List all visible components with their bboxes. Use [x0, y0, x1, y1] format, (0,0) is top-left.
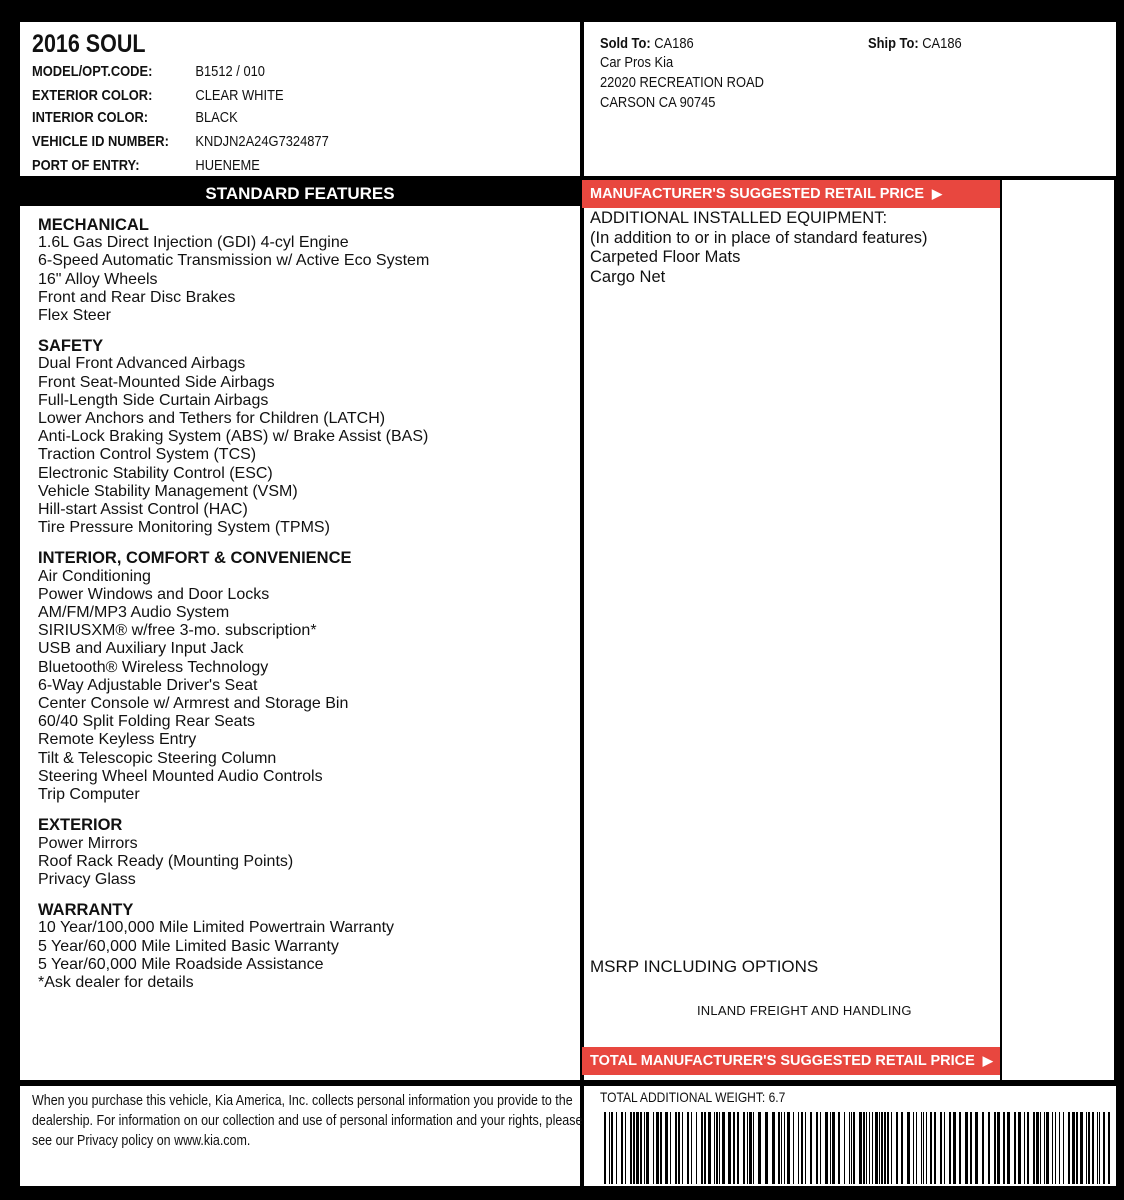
list-item: 1.6L Gas Direct Injection (GDI) 4-cyl Engine	[38, 234, 349, 252]
barcode-bar	[887, 1112, 889, 1184]
barcode-bar	[625, 1112, 626, 1184]
barcode-bar	[940, 1112, 942, 1184]
barcode-bar	[749, 1112, 752, 1184]
barcode-bar	[708, 1112, 711, 1184]
list-item: Electronic Stability Control (ESC)	[38, 464, 273, 482]
dealer-city: CARSON CA 90745	[600, 94, 716, 111]
list-item: Anti-Lock Braking System (ABS) w/ Brake Assist (BAS)	[38, 428, 429, 446]
barcode-bar	[1086, 1112, 1087, 1184]
list-item: 6-Speed Automatic Transmission w/ Active Eco System	[38, 252, 430, 270]
sold-to	[600, 34, 694, 54]
barcode-bar	[844, 1112, 845, 1184]
list-item: Power Mirrors	[38, 834, 138, 852]
barcode-bar	[1055, 1112, 1056, 1184]
barcode-bar	[778, 1112, 780, 1184]
barcode-bar	[758, 1112, 761, 1184]
barcode-bar	[793, 1112, 794, 1184]
barcode-bar	[1014, 1112, 1016, 1184]
barcode-bar	[801, 1112, 803, 1184]
barcode-bar	[916, 1112, 917, 1184]
spec-label: EXTERIOR COLOR:	[32, 87, 153, 104]
barcode-bar	[1103, 1112, 1105, 1184]
barcode-bar	[701, 1112, 703, 1184]
list-item: Front and Rear Disc Brakes	[38, 288, 236, 306]
list-item: Hill-start Assist Control (HAC)	[38, 501, 248, 519]
privacy-notice: When you purchase this vehicle, Kia America, Inc. collects personal information you provide to the dealership. For information on our collection and use of personal information and your rights, please see our Privacy policy on www.kia.com.	[32, 1093, 583, 1149]
barcode-bar	[853, 1112, 855, 1184]
list-item: Full-Length Side Curtain Airbags	[38, 391, 269, 409]
barcode-bar	[965, 1112, 968, 1184]
barcode-bar	[1088, 1112, 1090, 1184]
vehicle-title: 2016 SOUL	[32, 30, 146, 58]
barcode-bar	[784, 1112, 785, 1184]
msrp-heading-bar	[582, 180, 1000, 208]
barcode-bar	[719, 1112, 720, 1184]
list-item: Steering Wheel Mounted Audio Controls	[38, 767, 323, 785]
barcode-bar	[994, 1112, 996, 1184]
list-item: Lower Anchors and Tethers for Children (LATCH)	[38, 410, 386, 428]
spec-label: INTERIOR COLOR:	[32, 109, 149, 126]
barcode-bar	[772, 1112, 775, 1184]
barcode-bar	[704, 1112, 706, 1184]
list-item: Carpeted Floor Mats	[590, 248, 741, 266]
spec-label: MODEL/OPT.CODE:	[32, 63, 153, 80]
barcode-icon	[604, 1112, 1110, 1184]
barcode-bar	[805, 1112, 806, 1184]
barcode-bar	[1076, 1112, 1078, 1184]
equipment-title: ADDITIONAL INSTALLED EQUIPMENT:	[590, 209, 888, 227]
spec-value: B1512 / 010	[195, 63, 265, 80]
sold-to-label: Sold To:	[600, 35, 651, 52]
barcode-bar	[1007, 1112, 1010, 1184]
barcode-bar	[851, 1112, 852, 1184]
section-safety-title: SAFETY	[38, 337, 104, 356]
play-arrow-icon: ▶	[982, 1053, 993, 1068]
play-arrow-icon: ▶	[932, 186, 943, 201]
barcode-bar	[1097, 1112, 1098, 1184]
list-item: Remote Keyless Entry	[38, 731, 197, 749]
barcode-bar	[675, 1112, 677, 1184]
list-item: Dual Front Advanced Airbags	[38, 355, 246, 373]
spec-interior-color	[32, 109, 238, 126]
barcode-bar	[934, 1112, 936, 1184]
list-item: 10 Year/100,000 Mile Limited Powertrain Warranty	[38, 919, 395, 937]
barcode-bar	[896, 1112, 898, 1184]
barcode-bar	[849, 1112, 850, 1184]
barcode-bar	[787, 1112, 790, 1184]
right-edge-rule	[1114, 180, 1116, 1080]
barcode-bar	[1040, 1112, 1041, 1184]
barcode-bar	[670, 1112, 671, 1184]
total-additional-weight	[600, 1089, 785, 1105]
total-msrp-heading: TOTAL MANUFACTURER'S SUGGESTED RETAIL PRICE	[590, 1053, 975, 1069]
barcode-bar	[678, 1112, 680, 1184]
barcode-bar	[1044, 1112, 1045, 1184]
barcode-bar	[891, 1112, 892, 1184]
barcode-bar	[653, 1112, 654, 1184]
barcode-bar	[869, 1112, 870, 1184]
list-item: Tilt & Telescopic Steering Column	[38, 749, 277, 767]
spec-value: KNDJN2A24G7324877	[195, 133, 329, 150]
weight-label: TOTAL ADDITIONAL WEIGHT:	[600, 1089, 766, 1105]
barcode-bar	[907, 1112, 910, 1184]
barcode-bar	[901, 1112, 903, 1184]
barcode-bar	[660, 1112, 662, 1184]
list-item: Bluetooth® Wireless Technology	[38, 658, 269, 676]
equipment-note: (In addition to or in place of standard features)	[590, 228, 928, 247]
list-item: Traction Control System (TCS)	[38, 446, 257, 464]
barcode-bar	[687, 1112, 689, 1184]
barcode-bar	[747, 1112, 748, 1184]
barcode-bar	[1052, 1112, 1053, 1184]
barcode-bar	[872, 1112, 873, 1184]
list-item: Roof Rack Ready (Mounting Points)	[38, 852, 294, 870]
barcode-bar	[859, 1112, 862, 1184]
list-item: Flex Steer	[38, 307, 111, 325]
barcode-bar	[953, 1112, 956, 1184]
barcode-bar	[1027, 1112, 1029, 1184]
barcode-bar	[970, 1112, 972, 1184]
barcode-bar	[1108, 1112, 1110, 1184]
barcode-bar	[733, 1112, 735, 1184]
barcode-bar	[633, 1112, 635, 1184]
barcode-bar	[1024, 1112, 1025, 1184]
barcode-bar	[611, 1112, 613, 1184]
barcode-bar	[1046, 1112, 1049, 1184]
list-item: 16" Alloy Wheels	[38, 270, 158, 288]
barcode-bar	[1072, 1112, 1075, 1184]
barcode-bar	[926, 1112, 927, 1184]
barcode-bar	[616, 1112, 617, 1184]
ship-to-label: Ship To:	[868, 35, 919, 52]
total-msrp-bar	[582, 1047, 1000, 1075]
barcode-bar	[1092, 1112, 1094, 1184]
barcode-bar	[949, 1112, 951, 1184]
barcode-bar	[1063, 1112, 1064, 1184]
list-item: Trip Computer	[38, 786, 140, 804]
barcode-bar	[722, 1112, 725, 1184]
msrp-heading: MANUFACTURER'S SUGGESTED RETAIL PRICE	[590, 186, 925, 202]
list-item: 5 Year/60,000 Mile Limited Basic Warranty	[38, 937, 339, 955]
dealer-name: Car Pros Kia	[600, 54, 674, 71]
barcode-bar	[781, 1112, 782, 1184]
section-exterior-title: EXTERIOR	[38, 816, 123, 835]
features-list	[38, 216, 429, 992]
additional-equipment	[590, 209, 928, 287]
section-warranty-title: WARRANTY	[38, 901, 134, 920]
list-item: 6-Way Adjustable Driver's Seat	[38, 676, 258, 694]
barcode-bar	[728, 1112, 731, 1184]
barcode-bar	[1033, 1112, 1035, 1184]
barcode-bar	[863, 1112, 865, 1184]
barcode-bar	[737, 1112, 739, 1184]
barcode-bar	[743, 1112, 745, 1184]
barcode-bar	[1068, 1112, 1070, 1184]
msrp-panel	[584, 180, 1116, 1080]
barcode-bar	[646, 1112, 649, 1184]
spec-value: CLEAR WHITE	[195, 87, 284, 104]
barcode-bar	[820, 1112, 821, 1184]
msrp-including-options: MSRP INCLUDING OPTIONS	[590, 957, 819, 976]
barcode-bar	[604, 1112, 606, 1184]
spec-vin	[32, 133, 329, 150]
list-item: AM/FM/MP3 Audio System	[38, 604, 230, 622]
barcode-bar	[816, 1112, 818, 1184]
barcode-bar	[982, 1112, 984, 1184]
dealer-street: 22020 RECREATION ROAD	[600, 74, 764, 91]
barcode-bar	[1003, 1112, 1005, 1184]
barcode-bar	[682, 1112, 683, 1184]
list-item: Privacy Glass	[38, 870, 136, 888]
list-item: USB and Auxiliary Input Jack	[38, 640, 244, 658]
barcode-bar	[665, 1112, 668, 1184]
barcode-bar	[636, 1112, 639, 1184]
barcode-bar	[913, 1112, 914, 1184]
barcode-bar	[1018, 1112, 1021, 1184]
barcode-bar	[810, 1112, 812, 1184]
list-item: SIRIUSXM® w/free 3-mo. subscription*	[38, 622, 317, 640]
barcode-bar	[765, 1112, 768, 1184]
barcode-bar	[609, 1112, 610, 1184]
spec-exterior-color	[32, 87, 284, 104]
barcode-bar	[621, 1112, 623, 1184]
list-item: Power Windows and Door Locks	[38, 585, 270, 603]
barcode-bar	[1099, 1112, 1100, 1184]
list-item: Air Conditioning	[38, 567, 151, 585]
section-mechanical-title: MECHANICAL	[38, 216, 149, 234]
barcode-bar	[930, 1112, 932, 1184]
spec-value: BLACK	[195, 109, 238, 126]
barcode-bar	[714, 1112, 715, 1184]
barcode-bar	[975, 1112, 978, 1184]
barcode-bar	[753, 1112, 754, 1184]
list-item: Tire Pressure Monitoring System (TPMS)	[38, 519, 330, 537]
barcode-bar	[644, 1112, 645, 1184]
barcode-bar	[866, 1112, 867, 1184]
barcode-bar	[830, 1112, 831, 1184]
barcode-bar	[875, 1112, 878, 1184]
list-item: Cargo Net	[590, 267, 666, 286]
list-item: Center Console w/ Armrest and Storage Bin	[38, 695, 349, 713]
list-item: Front Seat-Mounted Side Airbags	[38, 373, 275, 391]
msrp-column-divider	[1000, 180, 1002, 1080]
barcode-bar	[696, 1112, 697, 1184]
barcode-bar	[630, 1112, 632, 1184]
barcode-bar	[691, 1112, 692, 1184]
spec-port	[32, 157, 260, 174]
spec-label: PORT OF ENTRY:	[32, 157, 140, 174]
barcode-bar	[656, 1112, 659, 1184]
weight-value: 6.7	[768, 1089, 786, 1105]
sold-to-value: CA186	[654, 35, 694, 52]
barcode-bar	[1059, 1112, 1060, 1184]
list-item: Vehicle Stability Management (VSM)	[38, 482, 298, 500]
barcode-bar	[959, 1112, 961, 1184]
ship-to	[868, 34, 962, 54]
barcode-bar	[923, 1112, 924, 1184]
barcode-bar	[798, 1112, 799, 1184]
barcode-bar	[1080, 1112, 1083, 1184]
barcode-bar	[838, 1112, 840, 1184]
barcode-bar	[921, 1112, 922, 1184]
barcode-bar	[997, 1112, 1000, 1184]
standard-features-heading: STANDARD FEATURES	[20, 180, 580, 206]
spec-model	[32, 63, 265, 80]
spec-value: HUENEME	[195, 157, 260, 174]
barcode-bar	[881, 1112, 883, 1184]
spec-label: VEHICLE ID NUMBER:	[32, 133, 169, 150]
barcode-bar	[988, 1112, 990, 1184]
barcode-bar	[716, 1112, 718, 1184]
barcode-bar	[879, 1112, 880, 1184]
list-item: 5 Year/60,000 Mile Roadside Assistance	[38, 955, 324, 973]
barcode-bar	[640, 1112, 642, 1184]
barcode-bar	[944, 1112, 945, 1184]
barcode-bar	[832, 1112, 835, 1184]
inland-freight: INLAND FREIGHT AND HANDLING	[697, 1003, 912, 1018]
barcode-bar	[1036, 1112, 1039, 1184]
list-item: 60/40 Split Folding Rear Seats	[38, 713, 256, 731]
barcode-bar	[825, 1112, 828, 1184]
ship-to-value: CA186	[922, 35, 962, 52]
list-item: *Ask dealer for details	[38, 973, 194, 991]
section-interior-title: INTERIOR, COMFORT & CONVENIENCE	[38, 549, 352, 568]
barcode-bar	[884, 1112, 886, 1184]
